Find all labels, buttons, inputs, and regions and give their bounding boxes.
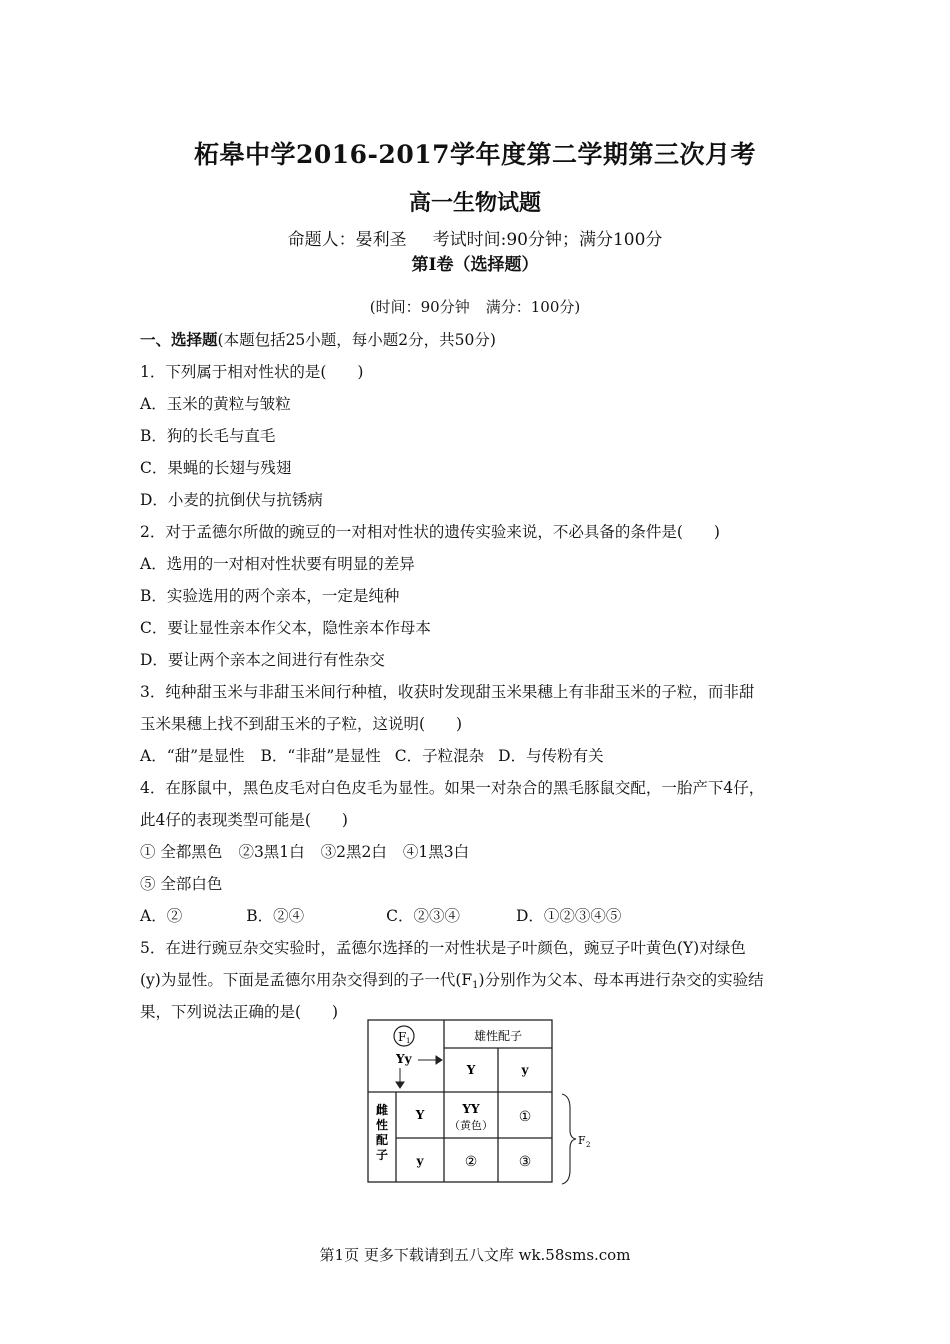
cell-YY-note: （黄色） (449, 1119, 493, 1132)
part-desc: (本题包括25小题，每小题2分，共50分) (217, 331, 496, 349)
female-gametes-char: 性 (375, 1118, 389, 1132)
q5-stem-line3: 果，下列说法正确的是( ) (140, 1003, 339, 1021)
q1-option-c: C．果蝇的长翅与残翅 (140, 459, 292, 477)
q3-stem-line1: 3．纯种甜玉米与非甜玉米间行种植，收获时发现甜玉米果穗上有非甜玉米的子粒，而非甜 (140, 683, 755, 701)
male-gamete-Y: Y (466, 1063, 476, 1077)
female-gametes-label (375, 1102, 388, 1162)
exam-subtitle: 高一生物试题 (408, 190, 541, 216)
female-gametes-char: 雌 (375, 1103, 389, 1117)
q2-option-b: B．实验选用的两个亲本，一定是纯种 (140, 587, 400, 605)
f1-subscript: 1 (406, 1037, 411, 1045)
female-gametes-char: 子 (375, 1148, 389, 1162)
q4-choice-5: ⑤ 全部白色 (140, 875, 223, 893)
f2-brace (562, 1094, 576, 1184)
q4-choice-4: ④1黑3白 (402, 843, 470, 861)
q4-choices (140, 836, 830, 868)
parent-genotype: Yy (396, 1052, 412, 1066)
section-heading: 第Ⅰ卷（选择题） (411, 255, 539, 275)
cell-2: ② (464, 1154, 478, 1170)
q1-option-a: A．玉米的黄粒与皱粒 (140, 395, 291, 413)
q1-stem: 1．下列属于相对性状的是( ) (140, 363, 364, 381)
q4-stem-line1: 4．在豚鼠中，黑色皮毛对白色皮毛为显性。如果一对杂合的黑毛豚鼠交配，一胎产下4仔， (140, 779, 765, 797)
exam-info: 考试时间:90分钟；满分100分 (432, 230, 663, 250)
q4-choice-1: ① 全都黑色 (140, 843, 223, 861)
female-gamete-Y: Y (415, 1108, 425, 1122)
exam-title: 柘皋中学2016-2017学年度第二学期第三次月考 (193, 140, 757, 169)
page-footer: 第1页 更多下载请到五八文库 wk.58sms.com (319, 1246, 631, 1264)
q3-option-c: C．子粒混杂 (394, 747, 485, 765)
q2-option-c: C．要让显性亲本作父本，隐性亲本作母本 (140, 619, 431, 637)
part-heading-line (140, 324, 830, 356)
q4-option-b: B．②④ (246, 907, 305, 925)
cell-3: ③ (518, 1154, 532, 1170)
q4-option-c: C．②③④ (386, 907, 460, 925)
q5-stem-line2b: )分别作为父本、母本再进行杂交的实验结 (478, 971, 764, 989)
q5-stem-line2 (140, 964, 830, 996)
q1-option-d: D．小麦的抗倒伏与抗锈病 (140, 491, 323, 509)
f2-subscript: 2 (586, 1141, 591, 1149)
question-body (140, 324, 830, 1028)
q3-option-d: D．与传粉有关 (498, 747, 604, 765)
author-line (0, 225, 950, 250)
male-gamete-y: y (521, 1063, 529, 1077)
q4-option-d: D．①②③④⑤ (515, 907, 622, 925)
cell-YY: YY (462, 1102, 480, 1116)
q4-stem-line2: 此4仔的表现类型可能是( ) (140, 811, 348, 829)
q3-option-b: B．“非甜”是显性 (260, 747, 381, 765)
q4-options (140, 900, 830, 932)
f2-label: F (578, 1134, 586, 1147)
female-gamete-y: y (416, 1154, 424, 1168)
q1-option-b: B．狗的长毛与直毛 (140, 427, 276, 445)
time-label: (时间：90分钟 (369, 298, 470, 316)
q5-stem-subscript: 1 (472, 980, 479, 991)
male-gametes-label: 雄性配子 (473, 1029, 523, 1043)
q3-option-a: A．“甜”是显性 (140, 747, 245, 765)
female-gametes-label-text (375, 1102, 388, 1162)
cell-1: ① (518, 1109, 532, 1125)
q2-option-a: A．选用的一对相对性状要有明显的差异 (140, 555, 415, 573)
q3-options (140, 740, 830, 772)
time-score-line (0, 296, 950, 317)
q5-stem-line1: 5．在进行豌豆杂交实验时，孟德尔选择的一对性状是子叶颜色，豌豆子叶黄色(Y)对绿色 (140, 939, 746, 957)
q5-stem-line2a: (y)为显性。下面是孟德尔用杂交得到的子一代(F (140, 971, 473, 989)
q2-stem: 2．对于孟德尔所做的豌豆的一对相对性状的遗传实验来说，不必具备的条件是( ) (140, 523, 720, 541)
punnett-square-figure (366, 1018, 596, 1186)
q3-stem-line2: 玉米果穗上找不到甜玉米的子粒，这说明( ) (140, 715, 463, 733)
q4-choice-3: ③2黑2白 (320, 843, 387, 861)
q2-option-d: D．要让两个亲本之间进行有性杂交 (140, 651, 385, 669)
score-label: 满分：100分) (485, 298, 581, 316)
q4-choice-2: ②3黑1白 (238, 843, 305, 861)
f1-label: F (398, 1030, 407, 1044)
q4-option-a: A．② (140, 907, 183, 925)
part-heading: 一、选择题 (140, 330, 218, 349)
author: 命题人：晏利圣 (287, 230, 407, 250)
female-gametes-char: 配 (375, 1133, 389, 1147)
